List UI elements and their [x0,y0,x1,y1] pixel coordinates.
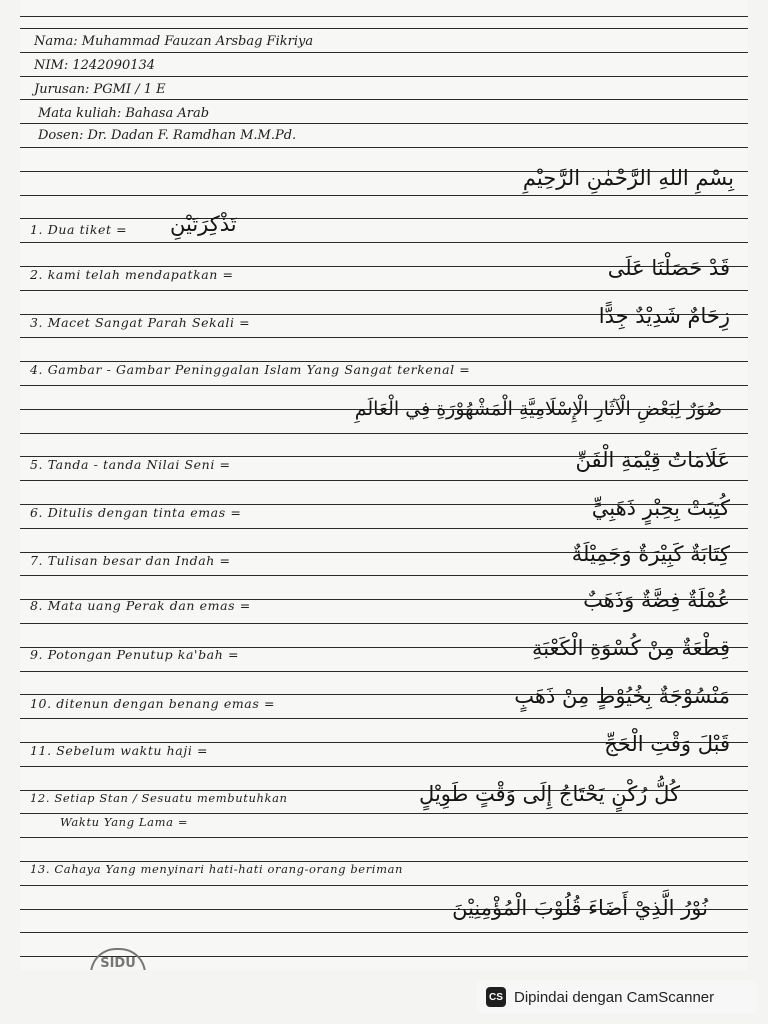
ruled-line [20,242,748,243]
ruled-line [20,76,748,77]
ruled-line [20,123,748,124]
item-4-arabic: صُوَرٌ لِبَعْضِ الْآثَارِ الْإِسْلَامِيَّةِ الْمَشْهُوْرَةِ فِي الْعَالَمِ [354,398,722,420]
ruled-line [20,528,748,529]
ruled-line [20,290,748,291]
ruled-line [20,433,748,434]
ruled-line [20,766,748,767]
item-3-latin: 3. Macet Sangat Parah Sekali = [30,315,251,330]
item-7-latin: 7. Tulisan besar dan Indah = [30,553,231,568]
camscanner-watermark [476,980,758,1014]
item-13-latin: 13. Cahaya Yang menyinari hati-hati orang-orang beriman [30,862,404,876]
student-nim: NIM: 1242090134 [34,58,156,73]
item-6-latin: 6. Ditulis dengan tinta emas = [30,505,242,520]
camscanner-label: Dipindai dengan CamScanner [514,988,715,1006]
ruled-line [20,480,748,481]
item-9-arabic: قِطْعَةٌ مِنْ كُسْوَةِ الْكَعْبَةِ [531,636,730,660]
item-7-arabic: كِتَابَةٌ كَبِيْرَةٌ وَجَمِيْلَةٌ [571,542,730,566]
ruled-line [20,623,748,624]
ruled-line [20,932,748,933]
camscanner-icon: CS [486,987,506,1007]
lecturer-name: Dosen: Dr. Dadan F. Ramdhan M.M.Pd. [38,128,297,143]
item-13-arabic: نُوْرُ الَّذِيْ أَضَاءَ قُلُوْبَ الْمُؤْمِنِيْنَ [452,896,708,920]
item-12-latin-continued: Waktu Yang Lama = [60,815,189,829]
ruled-line [20,385,748,386]
ruled-line [20,575,748,576]
item-10-latin: 10. ditenun dengan benang emas = [30,696,276,711]
student-major: Jurusan: PGMI / 1 E [34,82,166,97]
ruled-line [20,218,748,219]
item-6-arabic: كُتِبَتْ بِحِبْرٍ ذَهَبِيٍّ [591,496,730,520]
item-4-latin: 4. Gambar - Gambar Peninggalan Islam Yang Sangat terkenal = [30,362,471,377]
item-8-arabic: عُمْلَةٌ فِضَّةٌ وَذَهَبٌ [583,588,730,612]
course-name: Mata kuliah: Bahasa Arab [38,106,210,121]
ruled-line [20,195,748,196]
item-8-latin: 8. Mata uang Perak dan emas = [30,598,251,613]
ruled-line [20,837,748,838]
item-2-arabic: قَدْ حَصَلْنَا عَلَى [607,256,730,280]
ruled-line [20,337,748,338]
ruled-line [20,718,748,719]
item-12-latin: 12. Setiap Stan / Sesuatu membutuhkan [30,791,288,805]
top-margin-line [20,16,748,17]
item-2-latin: 2. kami telah mendapatkan = [30,267,234,282]
ruled-line [20,671,748,672]
ruled-line [20,813,748,814]
basmalah: بِسْمِ اللهِ الرَّحْمٰنِ الرَّحِيْمِ [522,166,734,190]
item-11-latin: 11. Sebelum waktu haji = [30,743,209,758]
ruled-line [20,52,748,53]
ruled-line [20,885,748,886]
notebook-page [20,0,748,970]
item-9-latin: 9. Potongan Penutup ka'bah = [30,647,240,662]
item-11-arabic: قَبْلَ وَقْتِ الْحَجِّ [604,732,730,756]
item-5-latin: 5. Tanda - tanda Nilai Seni = [30,457,231,472]
ruled-line [20,99,748,100]
item-10-arabic: مَنْسُوْجَةٌ بِخُيُوْطٍ مِنْ ذَهَبٍ [514,684,730,708]
notebook-brand-logo: SIDU [90,948,146,970]
student-name: Nama: Muhammad Fauzan Arsbag Fikriya [34,34,314,49]
item-1-latin: 1. Dua tiket = [30,222,128,237]
item-3-arabic: زِحَامٌ شَدِيْدٌ جِدًّا [598,304,730,328]
item-12-arabic: كُلُّ رُكْنٍ يَحْتَاجُ إِلَى وَقْتٍ طَوِيْلٍ [419,782,680,806]
item-1-arabic: تَذْكِرَتَيْنِ [170,212,237,236]
ruled-line [20,147,748,148]
ruled-line [20,28,748,29]
item-5-arabic: عَلَامَاتُ قِيْمَةِ الْفَنِّ [575,448,730,472]
